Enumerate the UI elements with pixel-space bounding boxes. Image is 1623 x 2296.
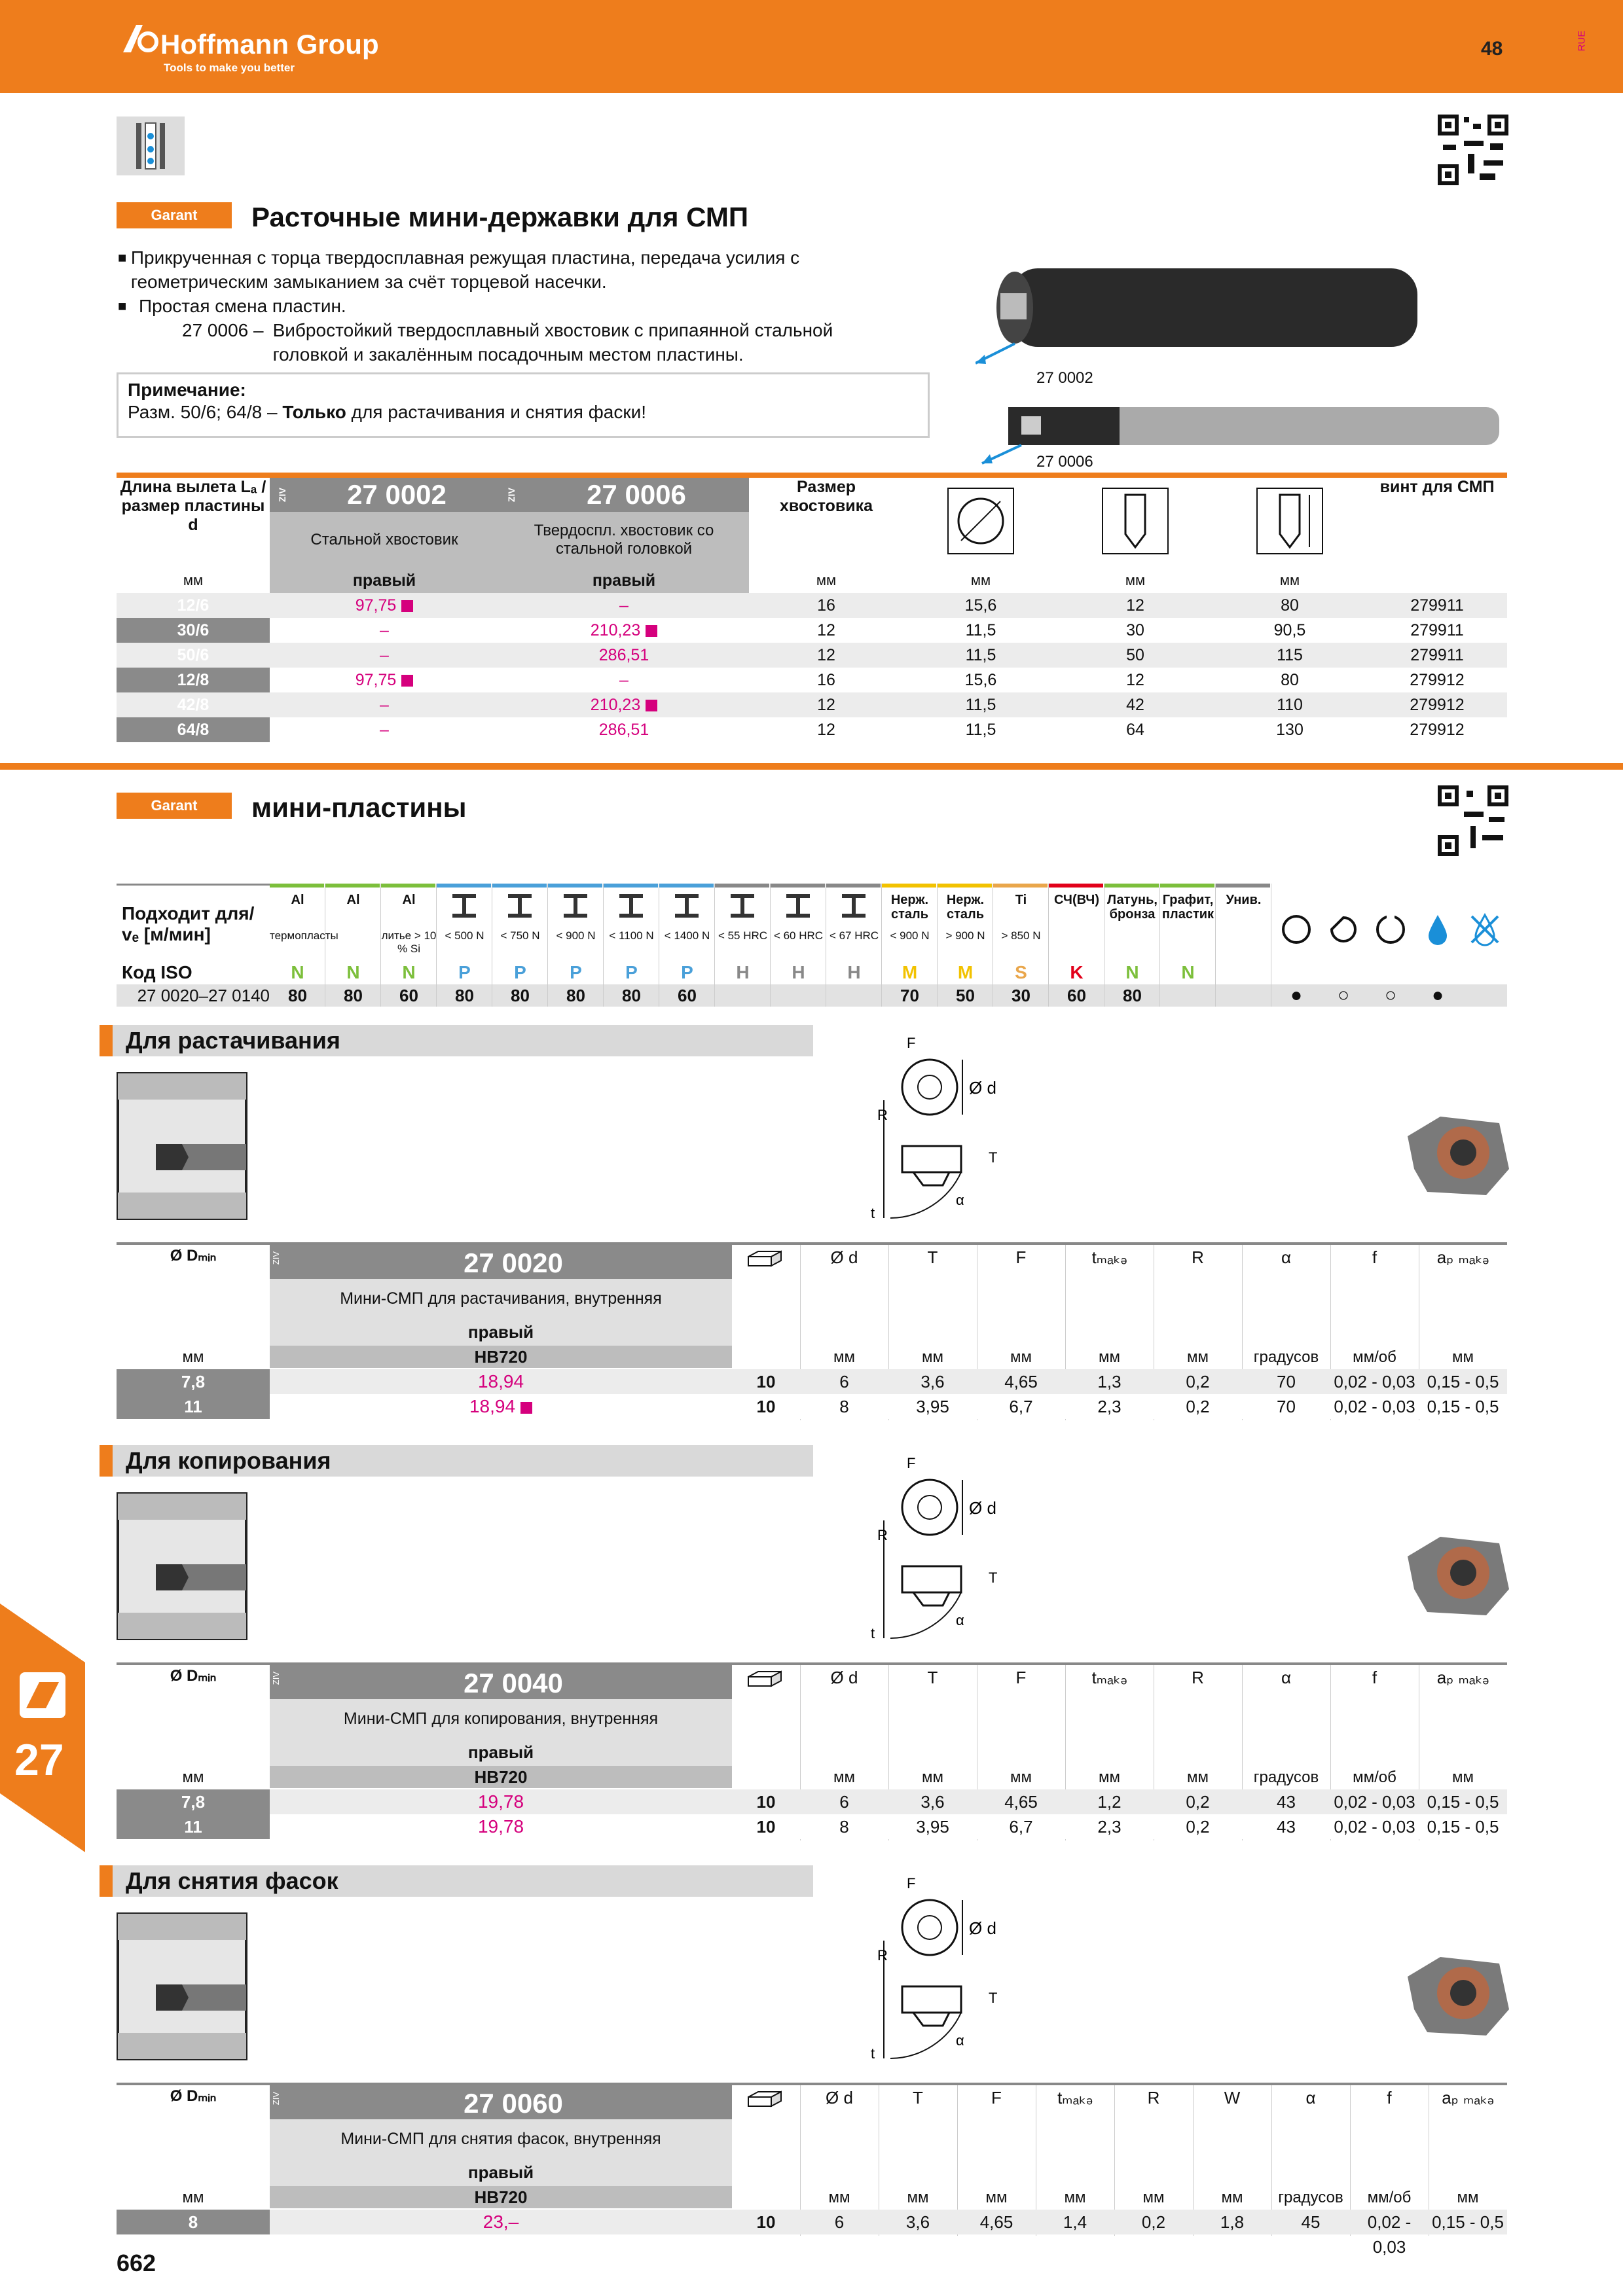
- cutting-speed: 50: [956, 986, 975, 1005]
- min-diameter-header: Ø Dₘᵢₙ: [170, 2087, 217, 2105]
- param-unit: мм: [1142, 2189, 1165, 2206]
- cutting-speed: 80: [566, 986, 585, 1005]
- min-diameter-header: Ø Dₘᵢₙ: [170, 1667, 217, 1685]
- param-header: aₚ ₘₐₖₔ: [1436, 1247, 1489, 1267]
- param-value: 1,3: [1097, 1372, 1122, 1391]
- param-value: 0,2: [1186, 1397, 1210, 1416]
- boring-shape-icon: [1277, 910, 1316, 949]
- param-header: tₘₐₖₔ: [1091, 1247, 1127, 1267]
- pack-quantity: 10: [756, 1372, 776, 1391]
- svg-text:t: t: [871, 1625, 875, 1641]
- param-value: 6: [839, 1792, 849, 1812]
- iso-code: N: [402, 962, 416, 982]
- pack-quantity-icon: [745, 1669, 784, 1689]
- param-unit: мм/об: [1353, 1348, 1396, 1366]
- pack-quantity: 10: [756, 1792, 776, 1812]
- qr-code-icon: [1438, 785, 1508, 856]
- param-header: α: [1281, 1668, 1292, 1687]
- iso-code: N: [1125, 962, 1139, 982]
- cutting-speed: 60: [678, 986, 697, 1005]
- brand-name: Hoffmann Group: [160, 29, 379, 60]
- suitability-mark: ●: [1431, 984, 1444, 1006]
- material-name: Нерж. сталь: [946, 893, 985, 922]
- chapter-number: 27: [14, 1735, 64, 1785]
- param-header: Ø d: [830, 1668, 858, 1687]
- param-value: 0,02 - 0,03: [1334, 1792, 1415, 1812]
- param-value: 1,8: [1220, 2212, 1245, 2232]
- param-value: 1,2: [1097, 1792, 1122, 1812]
- no-coolant-icon: [1465, 910, 1504, 949]
- param-header: T: [927, 1247, 938, 1267]
- iso-code: N: [346, 962, 360, 982]
- param-unit: мм: [833, 1768, 855, 1786]
- chapter-tab: [0, 1604, 85, 1852]
- param-unit: мм/об: [1367, 2189, 1412, 2206]
- param-unit: мм: [1187, 1348, 1209, 1366]
- iso-code: N: [1181, 962, 1195, 982]
- min-diameter: 7,8: [117, 1789, 270, 1814]
- material-spec: > 850 N: [1001, 929, 1041, 942]
- suitability-mark: ○: [1384, 984, 1397, 1006]
- availability-marker-icon: [646, 625, 657, 637]
- table-row: 30/6 – 210,23 12 11,5 30 90,5 279911: [117, 618, 1507, 643]
- iso-code: P: [514, 962, 526, 982]
- insert-photo: [1401, 1110, 1512, 1202]
- table-row: 12/6 97,75 – 16 15,6 12 80 279911: [117, 593, 1507, 618]
- iso-code: M: [957, 962, 974, 982]
- param-value: 0,15 - 0,5: [1427, 1397, 1499, 1416]
- cutting-speed: 60: [1067, 986, 1086, 1005]
- boring-bar-image: [976, 255, 1512, 471]
- diameter-icon: [903, 478, 1058, 568]
- code-27-0006: 27 0006: [524, 478, 749, 512]
- param-value: 1,4: [1063, 2212, 1087, 2232]
- price: 18,94: [469, 1396, 516, 1416]
- param-header: f: [1387, 2088, 1392, 2108]
- length-icon: [1058, 478, 1213, 568]
- min-diameter: 11: [117, 1394, 270, 1419]
- param-value: 2,3: [1097, 1397, 1122, 1416]
- param-value: 8: [839, 1397, 849, 1416]
- cutting-speed: 70: [900, 986, 919, 1005]
- material-spec: < 67 HRC: [829, 929, 879, 942]
- screw-header: винт для СМП: [1379, 478, 1495, 496]
- material-spec: < 750 N: [500, 929, 540, 942]
- param-value: 0,02 - 0,03: [1367, 2212, 1412, 2257]
- cutting-speed: 80: [288, 986, 307, 1005]
- copying-shape-icon: [1324, 910, 1363, 949]
- svg-text:R: R: [877, 1527, 888, 1543]
- material-spec: литье > 10 % Si: [381, 929, 437, 955]
- insert-side: правый: [467, 2162, 534, 2182]
- garant-badge: Garant: [117, 793, 232, 819]
- section-title: Для копирования: [113, 1445, 813, 1477]
- steel-beam-icon: [839, 893, 868, 919]
- material-name: Унив.: [1226, 893, 1262, 907]
- param-header: R: [1192, 1247, 1204, 1267]
- param-value: 0,02 - 0,03: [1334, 1397, 1415, 1416]
- min-diameter: 8: [117, 2210, 270, 2234]
- grade-label: HB720: [474, 1767, 528, 1787]
- table-row: 64/8 – 286,51 12 11,5 64 130 279912: [117, 717, 1507, 742]
- svg-text:α: α: [956, 2032, 964, 2049]
- param-value: 0,2: [1186, 1372, 1210, 1391]
- param-unit: мм: [1010, 1768, 1032, 1786]
- material-name: СЧ(ВЧ): [1053, 893, 1100, 907]
- size-header: Длина вылета Lₐ / размер пластины d: [117, 478, 270, 568]
- param-header: T: [927, 1668, 938, 1687]
- param-unit: мм: [1452, 1768, 1474, 1786]
- param-header: α: [1305, 2088, 1316, 2108]
- param-header: R: [1192, 1668, 1204, 1687]
- param-unit: градусов: [1253, 1348, 1319, 1366]
- insert-side: правый: [467, 1322, 534, 1342]
- svg-text:α: α: [956, 1192, 964, 1208]
- pack-quantity-icon: [745, 2089, 784, 2109]
- availability-marker-icon: [401, 675, 413, 687]
- steel-beam-icon: [450, 893, 479, 919]
- operation-illustration: [117, 1912, 247, 2060]
- insert-code: 27 0040: [464, 1668, 563, 1698]
- suitability-mark: ○: [1337, 984, 1350, 1006]
- availability-marker-icon: [401, 600, 413, 612]
- param-value: 4,65: [1004, 1372, 1038, 1391]
- param-unit: мм: [922, 1348, 943, 1366]
- reach-icon: [1213, 478, 1367, 568]
- param-unit: мм: [1187, 1768, 1209, 1786]
- feature-subitem: 27 0006 – Вибростойкий твердосплавный хвостовик с припаянной стальной головкой и закалённым посадочным местом пластины.: [182, 320, 833, 365]
- cutting-speed: 80: [344, 986, 363, 1005]
- table-row: 50/6 – 286,51 12 11,5 50 115 279911: [117, 643, 1507, 668]
- material-spec: > 900 N: [945, 929, 985, 942]
- material-spec: < 1100 N: [609, 929, 654, 942]
- param-value: 4,65: [979, 2212, 1013, 2232]
- unit-label: мм: [182, 2189, 204, 2206]
- param-value: 8: [839, 1817, 849, 1837]
- table-row: 42/8 – 210,23 12 11,5 42 110 279912: [117, 692, 1507, 717]
- param-value: 0,15 - 0,5: [1427, 1792, 1499, 1812]
- pack-quantity: 10: [756, 1817, 776, 1837]
- svg-text:α: α: [956, 1612, 964, 1628]
- grade-label: HB720: [474, 1347, 528, 1367]
- steel-beam-icon: [617, 893, 646, 919]
- min-diameter-header: Ø Dₘᵢₙ: [170, 1247, 217, 1265]
- unit-label: мм: [182, 1768, 204, 1786]
- iso-code: M: [902, 962, 918, 982]
- garant-badge: Garant: [117, 202, 232, 228]
- image-label-27-0002: 27 0002: [1036, 369, 1093, 387]
- svg-text:Ø d: Ø d: [969, 1498, 996, 1518]
- range-label: 27 0020–27 0140: [137, 986, 270, 1005]
- param-unit: мм: [1099, 1768, 1120, 1786]
- pack-quantity: 10: [756, 1397, 776, 1416]
- iso-code: S: [1015, 962, 1027, 982]
- material-name: Al: [402, 893, 416, 907]
- param-unit: мм: [833, 1348, 855, 1366]
- param-header: tₘₐₖₔ: [1091, 1668, 1127, 1687]
- iso-code: N: [291, 962, 304, 982]
- param-value: 6: [834, 2212, 845, 2232]
- param-unit: мм: [1452, 1348, 1474, 1366]
- param-header: F: [991, 2088, 1002, 2108]
- param-header: α: [1281, 1247, 1292, 1267]
- svg-text:t: t: [871, 2045, 875, 2062]
- param-value: 6,7: [1009, 1817, 1033, 1837]
- brand-tagline: Tools to make you better: [164, 62, 295, 74]
- param-value: 0,15 - 0,5: [1432, 2212, 1504, 2232]
- param-value: 43: [1277, 1817, 1296, 1837]
- cutting-speed: 80: [455, 986, 474, 1005]
- insert-code: 27 0060: [464, 2088, 563, 2119]
- param-value: 4,65: [1004, 1792, 1038, 1812]
- insert-photo: [1401, 1530, 1512, 1622]
- price: 23,–: [483, 2212, 519, 2232]
- material-name: Al: [291, 893, 304, 907]
- insert-technical-drawing: [851, 1028, 1048, 1225]
- param-unit: градусов: [1253, 1768, 1319, 1786]
- param-value: 0,15 - 0,5: [1427, 1817, 1499, 1837]
- price: 19,78: [477, 1791, 524, 1812]
- param-value: 0,2: [1186, 1792, 1210, 1812]
- param-header: R: [1147, 2088, 1160, 2108]
- param-unit: мм: [985, 2189, 1008, 2206]
- cutting-speed: 80: [622, 986, 641, 1005]
- param-unit: мм: [1457, 2189, 1479, 2206]
- product-title: мини-пластины: [251, 792, 467, 823]
- param-header: f: [1372, 1668, 1377, 1687]
- insert-technical-drawing: [851, 1869, 1048, 2065]
- param-value: 45: [1301, 2212, 1321, 2232]
- note-label: Примечание:: [128, 380, 246, 400]
- pack-quantity-icon: [745, 1249, 784, 1268]
- param-value: 0,2: [1186, 1817, 1210, 1837]
- page-number-bottom: 662: [117, 2250, 156, 2276]
- suitability-mark: ●: [1290, 984, 1303, 1006]
- iso-code: P: [570, 962, 582, 982]
- param-header: W: [1224, 2088, 1241, 2108]
- param-header: tₘₐₖₔ: [1057, 2088, 1093, 2108]
- iso-code: P: [458, 962, 471, 982]
- param-value: 3,6: [905, 2212, 930, 2232]
- holder-table: Длина вылета Lₐ / размер пластины d ZIV 27 0002 ZIV 27 0006 Размер хвостовика винт для СМП Стальной хвостовик Твердоспл. хвостовик со стальной головкой мм правый правый мм мм мм мм 12/6 97,75 – 16 15,6 12 80 279911 30/6 – 210,23 12 11,5 30 90,5 279911 50/6 – 286,51 12 11,5 50 115 279911 12/8 97,75 – 16 15,6 12 80 279912 42/8 – 210,23 12 11,5 42 110 279912 64/8 – 286,51 12 11,5 64 130 279912: [117, 478, 1507, 742]
- steel-beam-icon: [784, 893, 812, 919]
- param-unit: мм: [1010, 1348, 1032, 1366]
- material-name: Нерж. сталь: [890, 893, 929, 922]
- cutting-speed: 30: [1012, 986, 1030, 1005]
- product-title: Расточные мини-державки для СМП: [251, 202, 749, 232]
- min-diameter: 7,8: [117, 1369, 270, 1394]
- qr-code-icon: [1438, 115, 1508, 185]
- param-value: 70: [1277, 1397, 1296, 1416]
- param-value: 3,6: [921, 1372, 945, 1391]
- svg-text:Ø d: Ø d: [969, 1078, 996, 1098]
- param-header: F: [1015, 1247, 1027, 1267]
- svg-text:T: T: [989, 1570, 998, 1586]
- svg-text:F: F: [907, 1455, 916, 1471]
- material-name: Al: [346, 893, 360, 907]
- insert-code: 27 0020: [464, 1247, 563, 1278]
- pack-quantity: 10: [756, 2212, 776, 2232]
- cutting-speed: 60: [399, 986, 418, 1005]
- insert-description: Мини-СМП для копирования, внутренняя: [343, 1710, 659, 1728]
- language-code: RUE: [1576, 30, 1588, 52]
- image-label-27-0006: 27 0006: [1036, 453, 1093, 471]
- param-value: 0,02 - 0,03: [1334, 1817, 1415, 1837]
- cutting-speed: 80: [511, 986, 530, 1005]
- param-header: aₚ ₘₐₖₔ: [1442, 2088, 1494, 2108]
- divider: [0, 763, 1623, 770]
- material-spec: < 60 HRC: [773, 929, 824, 942]
- param-value: 70: [1277, 1372, 1296, 1391]
- suitability-label: Подходит для/ vₑ [м/мин]: [122, 903, 255, 944]
- iso-code: P: [625, 962, 638, 982]
- price: 18,94: [477, 1371, 524, 1391]
- param-unit: мм: [1099, 1348, 1120, 1366]
- operation-illustration: [117, 1072, 247, 1220]
- material-name: Ti: [1015, 893, 1027, 907]
- price: 19,78: [477, 1816, 524, 1837]
- material-name: Графит, пластик: [1161, 893, 1214, 922]
- feature-list: [118, 245, 845, 367]
- shank-header: Размер хвостовика: [779, 478, 873, 515]
- grade-label: HB720: [474, 2187, 528, 2207]
- code-27-0002: 27 0002: [295, 478, 499, 512]
- param-unit: мм: [1221, 2189, 1243, 2206]
- svg-text:R: R: [877, 1947, 888, 1964]
- coolant-icon: [117, 117, 185, 175]
- table-row: 12/8 97,75 – 16 15,6 12 80 279912: [117, 668, 1507, 692]
- material-suitability-table: [117, 884, 1507, 1008]
- iso-code: H: [792, 962, 805, 982]
- param-value: 43: [1277, 1792, 1296, 1812]
- insert-description: Мини-СМП для снятия фасок, внутренняя: [340, 2130, 661, 2148]
- param-value: 2,3: [1097, 1817, 1122, 1837]
- iso-label: Код ISO: [122, 962, 192, 982]
- feature-item: ■ Простая смена пластин.: [118, 296, 346, 316]
- cutting-speed: 80: [1123, 986, 1142, 1005]
- page-number-top: 48: [1481, 38, 1503, 60]
- svg-text:Ø d: Ø d: [969, 1918, 996, 1938]
- iso-code: P: [681, 962, 693, 982]
- param-unit: мм: [1064, 2189, 1086, 2206]
- availability-marker-icon: [520, 1402, 532, 1414]
- param-value: 0,15 - 0,5: [1427, 1372, 1499, 1391]
- material-spec: термопласты: [270, 929, 338, 942]
- param-unit: мм: [922, 1768, 943, 1786]
- param-value: 0,2: [1141, 2212, 1166, 2232]
- param-unit: мм/об: [1353, 1768, 1396, 1786]
- svg-text:t: t: [871, 1205, 875, 1221]
- param-header: T: [913, 2088, 923, 2108]
- param-value: 6: [839, 1372, 849, 1391]
- material-spec: < 55 HRC: [718, 929, 768, 942]
- svg-text:F: F: [907, 1875, 916, 1892]
- steel-beam-icon: [728, 893, 757, 919]
- insert-description: Мини-СМП для растачивания, внутренняя: [340, 1289, 662, 1308]
- hoffmann-logo-icon: [117, 20, 162, 58]
- steel-beam-icon: [672, 893, 701, 919]
- unit-label: мм: [182, 1348, 204, 1366]
- material-spec: < 900 N: [890, 929, 930, 942]
- steel-beam-icon: [505, 893, 534, 919]
- svg-text:T: T: [989, 1149, 998, 1166]
- availability-marker-icon: [646, 700, 657, 711]
- chamfer-shape-icon: [1371, 910, 1410, 949]
- param-value: 3,95: [916, 1817, 949, 1837]
- svg-text:R: R: [877, 1107, 888, 1123]
- svg-text:T: T: [989, 1990, 998, 2006]
- param-unit: градусов: [1278, 2189, 1343, 2206]
- feature-item: ■ Прикрученная с торца твердосплавная режущая пластина, передача усилия с геометрическим замыканием за счёт торцевой насечки.: [118, 247, 800, 292]
- param-header: Ø d: [826, 2088, 853, 2108]
- insert-photo: [1401, 1950, 1512, 2042]
- param-unit: мм: [907, 2189, 929, 2206]
- insert-side: правый: [467, 1742, 534, 1762]
- note-box: Примечание: Разм. 50/6; 64/8 – Только для растачивания и снятия фаски!: [117, 372, 930, 438]
- param-header: F: [1015, 1668, 1027, 1687]
- insert-icon: [13, 1666, 72, 1725]
- iso-code: H: [736, 962, 750, 982]
- min-diameter: 11: [117, 1814, 270, 1839]
- section-title: Для растачивания: [113, 1025, 813, 1056]
- insert-technical-drawing: [851, 1448, 1048, 1645]
- param-value: 0,02 - 0,03: [1334, 1372, 1415, 1391]
- param-value: 3,95: [916, 1397, 949, 1416]
- material-name: Латунь, бронза: [1106, 893, 1158, 922]
- param-header: f: [1372, 1247, 1377, 1267]
- param-header: Ø d: [830, 1247, 858, 1267]
- param-unit: мм: [828, 2189, 850, 2206]
- divider: [117, 473, 1507, 478]
- steel-beam-icon: [561, 893, 590, 919]
- coolant-drop-icon: [1418, 910, 1457, 949]
- section-title: Для снятия фасок: [113, 1865, 813, 1897]
- iso-code: H: [847, 962, 861, 982]
- svg-text:F: F: [907, 1035, 916, 1051]
- material-spec: < 900 N: [556, 929, 596, 942]
- iso-code: K: [1070, 962, 1084, 982]
- param-header: aₚ ₘₐₖₔ: [1436, 1668, 1489, 1687]
- param-value: 6,7: [1009, 1397, 1033, 1416]
- operation-illustration: [117, 1492, 247, 1640]
- param-value: 3,6: [921, 1792, 945, 1812]
- material-spec: < 500 N: [445, 929, 484, 942]
- material-spec: < 1400 N: [664, 929, 710, 942]
